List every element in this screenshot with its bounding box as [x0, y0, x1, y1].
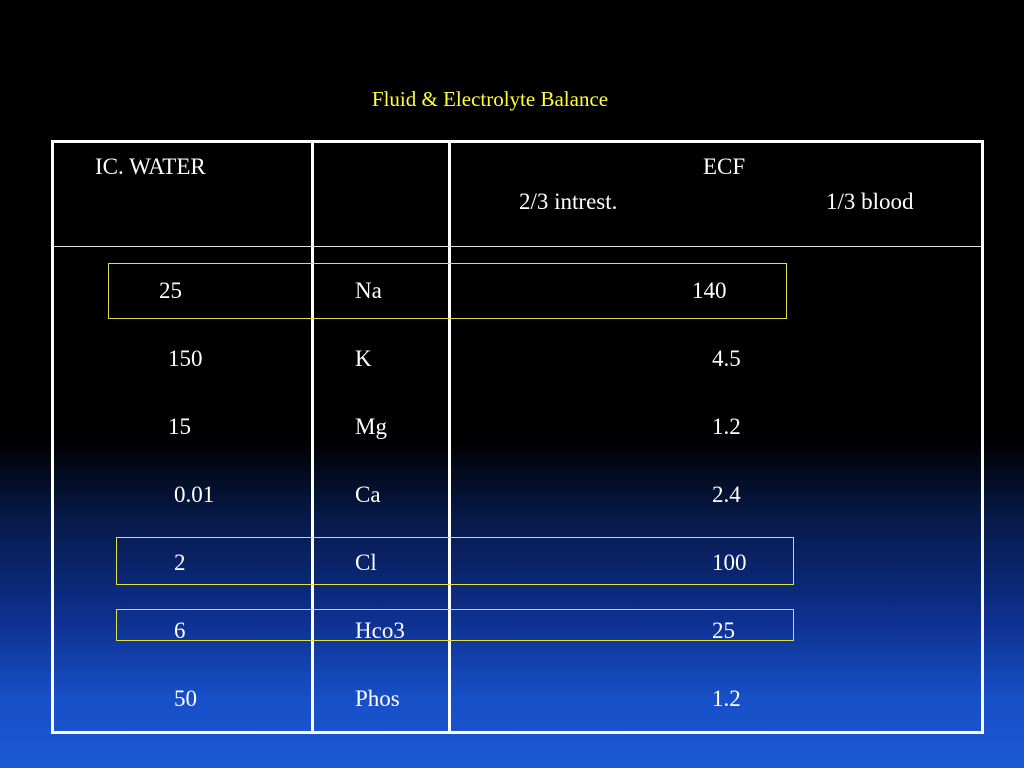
row-k-ion: K: [355, 346, 372, 371]
row-phos-ic-value: 50: [174, 686, 197, 711]
row-mg-ic-value: 15: [168, 414, 191, 439]
row-ca-ic-value: 0.01: [174, 482, 215, 507]
highlight-box-cl: [116, 537, 794, 585]
row-cl-ic-value: 2: [174, 550, 186, 575]
row-mg-ecf-value: 1.2: [712, 414, 741, 439]
table-column-divider-1: [311, 143, 314, 731]
row-na-ic-value: 25: [159, 278, 182, 303]
header-ecf-interstitial: 2/3 intrest.: [519, 189, 618, 214]
row-na-ecf-value: 140: [692, 278, 727, 303]
table-column-divider-2: [448, 143, 451, 731]
row-k-ic-value: 150: [168, 346, 203, 371]
slide-title: Fluid & Electrolyte Balance: [371, 87, 609, 111]
row-ca-ecf-value: 2.4: [712, 482, 741, 507]
table-header-divider: [54, 246, 981, 247]
header-ecf-blood: 1/3 blood: [826, 189, 914, 214]
row-cl-ion: Cl: [355, 550, 377, 575]
row-hco3-ecf-value: 25: [712, 618, 735, 643]
row-hco3-ic-value: 6: [174, 618, 186, 643]
highlight-box-na: [108, 263, 787, 319]
row-mg-ion: Mg: [355, 414, 387, 439]
row-na-ion: Na: [355, 278, 382, 303]
highlight-box-hco3: [116, 609, 794, 641]
row-k-ecf-value: 4.5: [712, 346, 741, 371]
header-ecf: ECF: [703, 154, 746, 179]
header-ic-water: IC. WATER: [95, 154, 206, 179]
row-cl-ecf-value: 100: [712, 550, 747, 575]
row-ca-ion: Ca: [355, 482, 381, 507]
row-hco3-ion: Hco3: [355, 618, 405, 643]
row-phos-ecf-value: 1.2: [712, 686, 741, 711]
row-phos-ion: Phos: [355, 686, 400, 711]
